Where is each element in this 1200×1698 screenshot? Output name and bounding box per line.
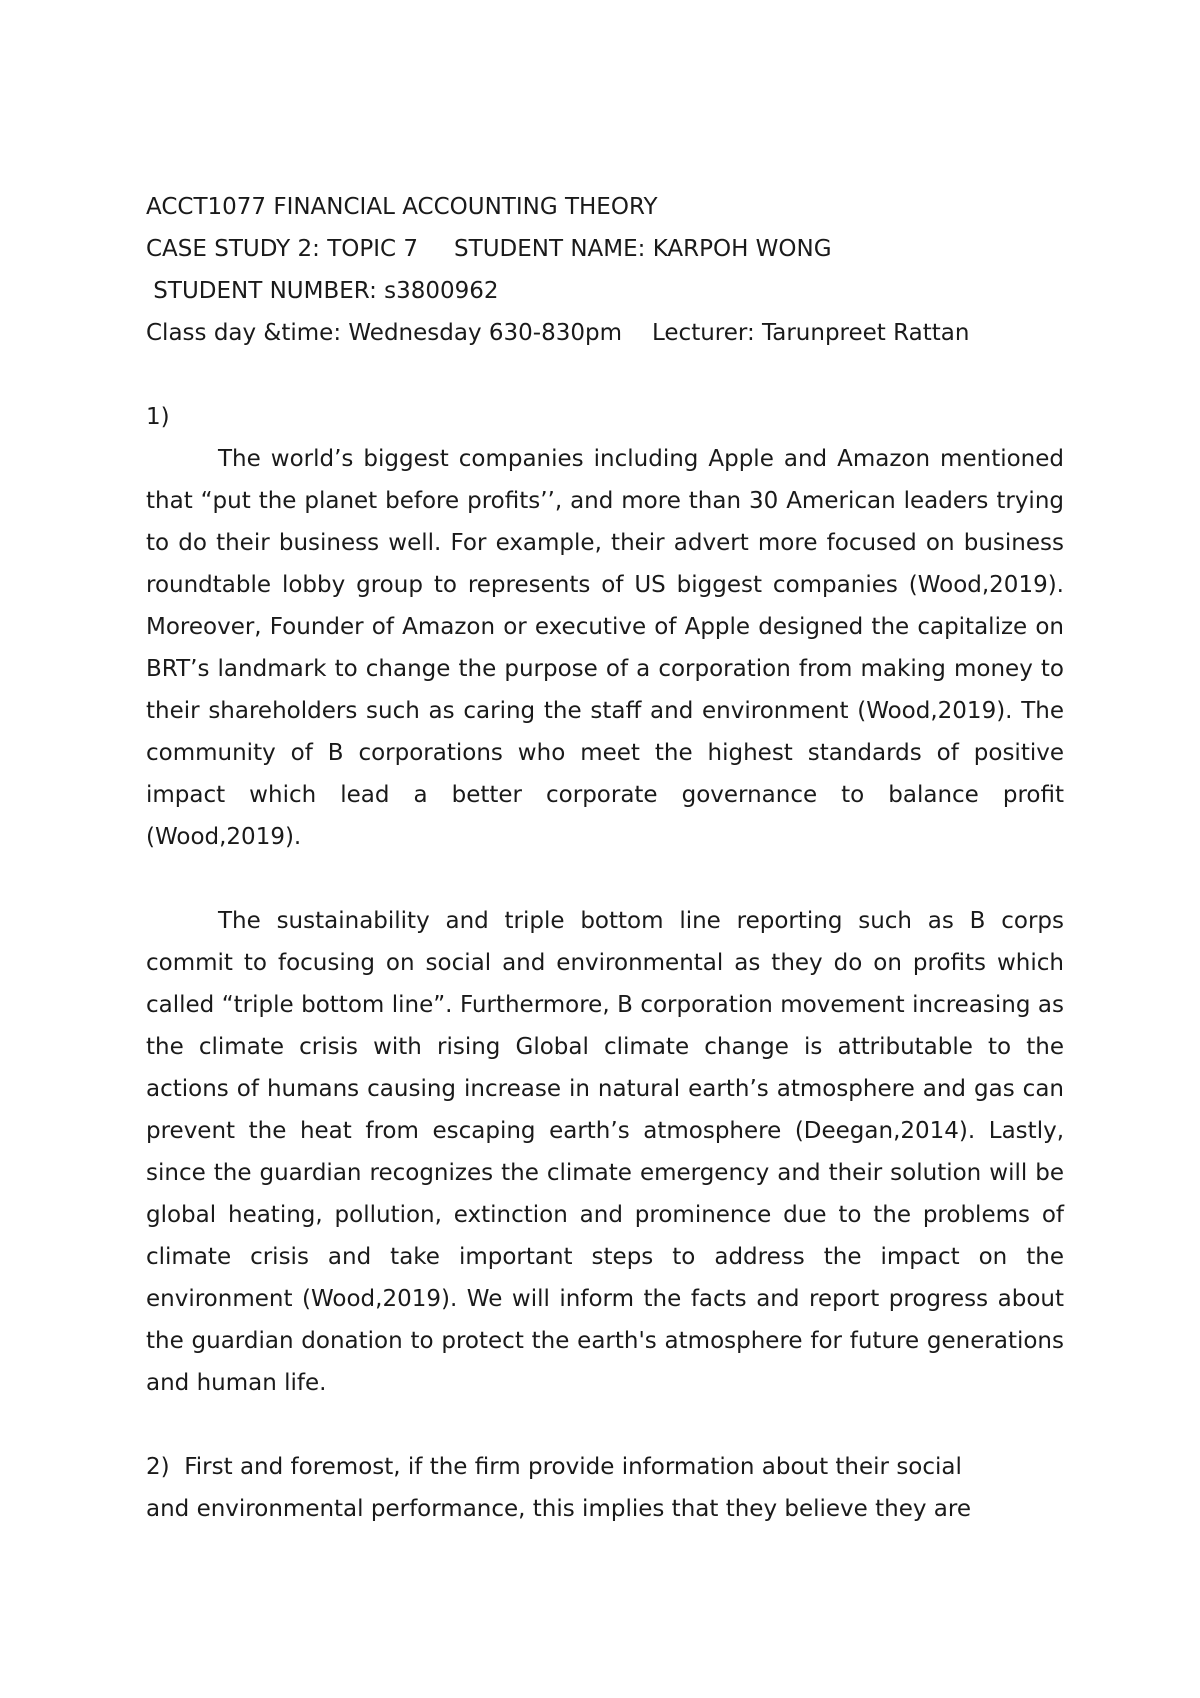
lecturer: Lecturer: Tarunpreet Rattan xyxy=(651,320,970,346)
question-1-paragraph-1: The world’s biggest companies including Apple and Amazon mentioned that “put the planet before profits’’, and more than 30 American leaders trying to do their business well. For example, their advert more focused on business roundtable lobby group to represents of US biggest companies (Wood,2019). Moreover, Founder of Amazon or executive of Apple designed the capitalize on BRT’s landmark to change the purpose of a corporation from making money to their shareholders such as caring the staff and environment (Wood,2019). The community of B corporations who meet the highest standards of positive impact which lead a better corporate governance to balance profit (Wood,2019). xyxy=(146,446,1064,850)
blank-line xyxy=(146,354,1064,396)
class-info-line xyxy=(146,312,1064,354)
blank-line xyxy=(146,858,1064,900)
question-1-paragraph-2: The sustainability and triple bottom line reporting such as B corps commit to focusing on social and environmental as they do on profits which called “triple bottom line”. Furthermore, B corporation movement increasing as the climate crisis with rising Global climate change is attributable to the actions of humans causing increase in natural earth’s atmosphere and gas can prevent the heat from escaping earth’s atmosphere (Deegan,2014). Lastly, since the guardian recognizes the climate emergency and their solution will be global heating, pollution, extinction and prominence due to the problems of climate crisis and take important steps to address the impact on the environment (Wood,2019). We will inform the facts and report progress about the guardian donation to protect the earth's atmosphere for future generations and human life. xyxy=(146,908,1064,1396)
case-study-label: CASE STUDY 2: TOPIC 7 xyxy=(146,236,419,262)
case-study-line xyxy=(146,228,1064,270)
question-2-line-1: 2) First and foremost, if the firm provide information about their social xyxy=(146,1454,962,1480)
course-title: ACCT1077 FINANCIAL ACCOUNTING THEORY xyxy=(146,194,658,220)
class-time: Class day &time: Wednesday 630-830pm xyxy=(146,320,622,346)
student-number: STUDENT NUMBER: s3800962 xyxy=(146,278,499,304)
document-page xyxy=(146,186,1064,1530)
question-1-label: 1) xyxy=(146,404,170,430)
blank-line xyxy=(146,1404,1064,1446)
question-2-line-2: and environmental performance, this implies that they believe they are xyxy=(146,1496,971,1522)
student-name: STUDENT NAME: KARPOH WONG xyxy=(454,236,832,262)
